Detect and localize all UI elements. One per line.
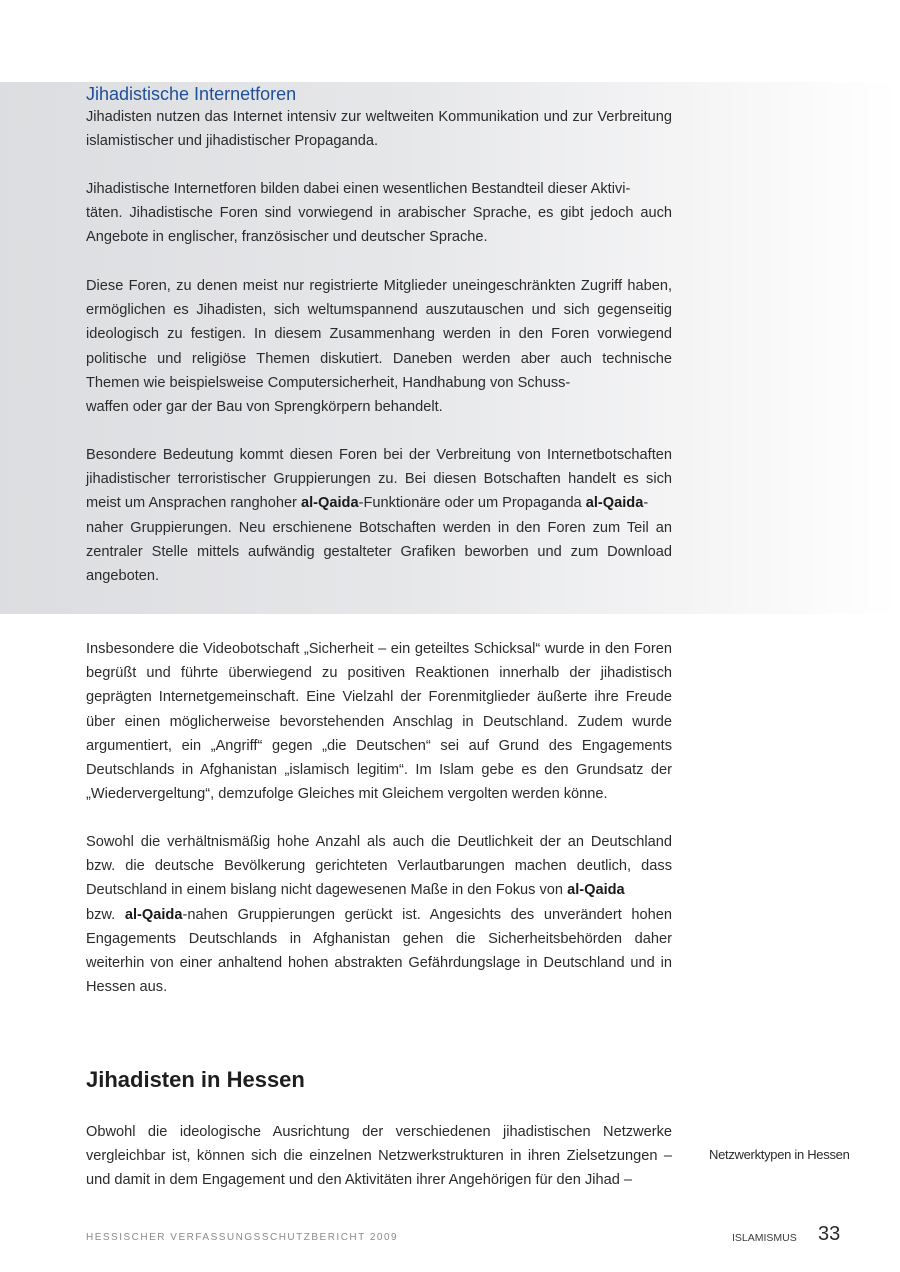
body-paragraph-2 <box>86 830 672 999</box>
info-box-paragraph-3: Diese Foren, zu denen meist nur registrierte Mitglieder uneingeschränkten Zugriff haben, ermöglichen es Jihadisten, sich weltumspannend auszutauschen und sich gegenseitig ideologisch zu festigen. In diesem Zusammenhang werden in den Foren vorwiegend politische und religiöse Themen diskutiert. Daneben werden aber auch technische Themen wie beispielsweise Computersicherheit, Handhabung von Schuss- waffen oder gar der Bau von Sprengkörpern behandelt. <box>86 278 672 416</box>
bold-term: al-Qaida <box>567 882 625 899</box>
text-run: Sowohl die verhältnismäßig hohe Anzahl als auch die Deutlichkeit der an Deutschland bzw. die deutsche Bevölkerung gerichteten Verlautbarungen machen deutlich, dass Deutschland in einem bislang nicht dagewesenen Maße in den Fokus von <box>86 834 672 899</box>
text-run: Besondere Bedeutung kommt diesen Foren bei der Verbreitung von Internetbotschaften jihadistischer terroristischer Gruppierungen zu. Bei diesen Botschaften handelt es sich meist um Ansprachen ranghoher <box>86 447 672 512</box>
section-heading: Jihadisten in Hessen <box>86 1067 305 1092</box>
footer-publication-title: HESSISCHER VERFASSUNGSSCHUTZBERICHT 2009 <box>86 1232 399 1243</box>
body-paragraph-1: Insbesondere die Videobotschaft „Sicherheit – ein geteiltes Schicksal“ wurde in den Foren begrüßt und führte überwiegend zu positiven Reaktionen innerhalb der jihadistisch geprägten Internetgemeinschaft. Eine Vielzahl der Forenmitglieder äußerte ihre Freude über einen möglicherweise bevorstehenden Anschlag in Deutschland. Zudem wurde argumentiert, ein „Angriff“ gegen „die Deutschen“ sei auf Grund des Engagements Deutschlands in Afghanistan „islamisch legitim“. Im Islam gebe es den Grundsatz der „Wiedervergeltung“, demzufolge Gleiches mit Gleichem vergolten werden könne. <box>86 641 672 803</box>
info-box-title: Jihadistische Internetforen <box>86 84 297 104</box>
bold-term: al-Qaida <box>124 906 183 923</box>
margin-note: Netzwerktypen in Hessen <box>709 1147 850 1162</box>
info-box-paragraph-2: Jihadistische Internetforen bilden dabei einen wesentlichen Bestandteil dieser Aktivi- täten. Jihadistische Foren sind vorwiegend in arabischer Sprache, es gibt jedoch auch Angebote in englischer, französischer und deutscher Sprache. <box>86 181 672 246</box>
footer-section-label: ISLAMISMUS <box>732 1232 797 1244</box>
text-run: -nahen Gruppierungen gerückt ist. Angesichts des unverändert hohen Engagements Deutschlands in Afghanistan gehen die Sicherheitsbehörden daher weiterhin von einer anhaltend hohen abstrakten Gefährdungslage in Deutschland und in Hessen aus. <box>86 906 672 996</box>
bold-term: al-Qaida <box>585 495 644 512</box>
text-run: - naher Gruppierungen. Neu erschienene Botschaften werden in den Foren zum Teil an zentraler Stelle mittels aufwändig gestalteter Grafiken beworben und zum Download angeboten. <box>86 495 672 585</box>
text-run: -Funktionäre oder um Propaganda <box>358 495 586 512</box>
body-paragraph-3: Obwohl die ideologische Ausrichtung der verschiedenen jihadistischen Netzwerke vergleichbar ist, können sich die einzelnen Netzwerkstrukturen in ihren Zielsetzungen – und damit in dem Engagement und den Aktivitäten ihrer Angehörigen für den Jihad – <box>86 1124 672 1189</box>
text-run: bzw. <box>86 906 116 923</box>
info-box-paragraph-1: Jihadisten nutzen das Internet intensiv zur weltweiten Kommunikation und zur Verbreitung islamistischer und jihadistischer Propaganda. <box>86 109 672 150</box>
bold-term: al-Qaida <box>300 495 359 512</box>
info-box-paragraph-4 <box>86 443 672 588</box>
page-number: 33 <box>818 1223 841 1245</box>
